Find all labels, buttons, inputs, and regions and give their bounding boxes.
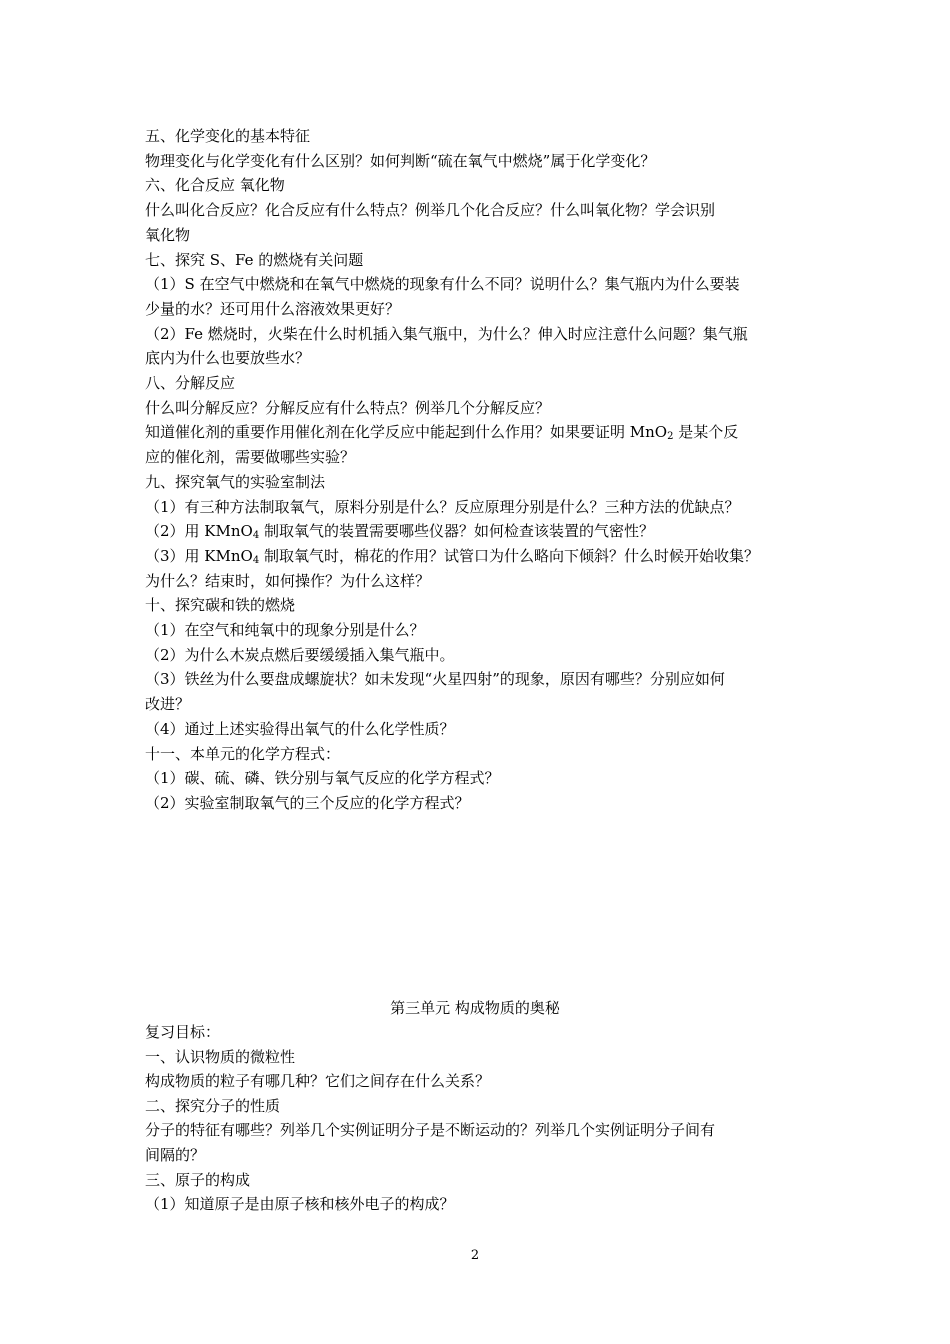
line-text: 十、探究碳和铁的燃烧	[145, 596, 296, 615]
line-text: 为什么？结束时，如何操作？为什么这样？	[145, 571, 431, 590]
text-line	[145, 225, 815, 245]
text-line	[145, 1096, 815, 1116]
line-text: （4）通过上述实验得出氧气的什么化学性质？	[145, 719, 455, 738]
line-text: 底内为什么也要放些水？	[145, 349, 311, 368]
line-text: （1）知道原子是由原子核和核外电子的构成？	[145, 1195, 455, 1214]
text-line	[145, 1120, 815, 1140]
text-line	[145, 669, 815, 689]
line-text: 少量的水？还可用什么溶液效果更好？	[145, 299, 401, 318]
unit-title: 第三单元 构成物质的奥秘	[390, 999, 560, 1017]
line-text: 五、化学变化的基本特征	[145, 127, 311, 145]
text-line	[145, 620, 815, 640]
subscript: 4	[252, 530, 260, 542]
text-line	[145, 250, 815, 270]
line-text: （3）用 KMnO	[145, 546, 253, 565]
text-line	[145, 1071, 815, 1091]
text-line	[145, 1145, 815, 1165]
text-line	[145, 126, 815, 146]
line-text: （3）铁丝为什么要盘成螺旋状？如未发现“火星四射”的现象，原因有哪些？分别应如何	[145, 670, 725, 689]
line-text: （2）实验室制取氧气的三个反应的化学方程式？	[145, 793, 470, 812]
text-line	[145, 546, 815, 566]
line-text: 一、认识物质的微粒性	[145, 1047, 296, 1066]
text-line	[145, 348, 815, 368]
line-text: 九、探究氧气的实验室制法	[145, 472, 326, 491]
text-line	[145, 694, 815, 714]
text-line	[145, 1194, 815, 1214]
line-text: 物理变化与化学变化有什么区别？如何判断“硫在氧气中燃烧”属于化学变化？	[145, 151, 656, 170]
line-text: 构成物质的粒子有哪几种？它们之间存在什么关系？	[145, 1072, 491, 1091]
text-line	[145, 497, 815, 517]
text-line	[145, 645, 815, 665]
text-line	[145, 571, 815, 591]
text-line	[145, 744, 815, 764]
line-text: 三、原子的构成	[145, 1170, 251, 1189]
text-line	[145, 200, 815, 220]
subscript: 2	[667, 431, 674, 443]
text-line	[145, 793, 815, 813]
line-text: 六、化合反应 氧化物	[145, 176, 285, 195]
text-line	[145, 768, 815, 788]
line-text: （1）有三种方法制取氧气，原料分别是什么？反应原理分别是什么？三种方法的优缺点？	[145, 497, 740, 516]
text-line	[145, 595, 815, 615]
line-text: 十一、本单元的化学方程式：	[145, 744, 341, 763]
line-text: （1）碳、硫、磷、铁分别与氧气反应的化学方程式？	[145, 769, 500, 788]
line-text: 二、探究分子的性质	[145, 1096, 281, 1115]
text-line	[145, 1170, 815, 1190]
line-text: （1）在空气和纯氧中的现象分别是什么？	[145, 621, 425, 639]
text-line	[145, 274, 815, 294]
text-line	[145, 422, 815, 442]
text-line	[145, 373, 815, 393]
line-text-continued: 制取氧气的装置需要哪些仪器？如何检查该装置的气密性？	[259, 522, 654, 541]
line-text: 改进？	[145, 695, 191, 714]
text-line	[145, 175, 815, 195]
line-text: 间隔的？	[145, 1146, 206, 1164]
line-text-continued: 制取氧气时，棉花的作用？试管口为什么略向下倾斜？什么时候开始收集？	[259, 546, 759, 565]
text-line	[145, 472, 815, 492]
line-text: 什么叫化合反应？化合反应有什么特点？例举几个化合反应？什么叫氧化物？学会识别	[145, 201, 716, 220]
page-number: 2	[470, 1248, 480, 1263]
text-line	[145, 719, 815, 739]
text-line	[145, 299, 815, 319]
text-line	[145, 398, 815, 418]
line-text: 分子的特征有哪些？列举几个实例证明分子是不断运动的？列举几个实例证明分子间有	[145, 1121, 716, 1140]
line-text: 什么叫分解反应？分解反应有什么特点？例举几个分解反应？	[145, 398, 551, 417]
line-text: （1）S 在空气中燃烧和在氧气中燃烧的现象有什么不同？说明什么？集气瓶内为什么要装	[145, 275, 740, 294]
line-text: （2）为什么木炭点燃后要缓缓插入集气瓶中。	[145, 645, 455, 664]
text-line	[145, 521, 815, 541]
text-line	[145, 1047, 815, 1067]
line-text: （2）Fe 燃烧时，火柴在什么时机插入集气瓶中，为什么？伸入时应注意什么问题？集气瓶	[145, 324, 748, 343]
line-text: 七、探究 S、Fe 的燃烧有关问题	[145, 250, 364, 269]
line-text-continued: 是某个反	[673, 423, 739, 442]
line-text: 复习目标：	[145, 1023, 221, 1041]
text-line	[145, 324, 815, 344]
line-text: 八、分解反应	[145, 374, 236, 392]
line-text: 氧化物	[145, 225, 191, 244]
text-line	[145, 1022, 815, 1042]
line-text: 知道催化剂的重要作用催化剂在化学反应中能起到什么作用？如果要证明 MnO	[145, 423, 668, 442]
text-line	[145, 151, 815, 171]
line-text: （2）用 KMnO	[145, 522, 253, 541]
line-text: 应的催化剂，需要做哪些实验？	[145, 448, 356, 467]
text-line	[145, 447, 815, 467]
subscript: 4	[252, 554, 260, 566]
